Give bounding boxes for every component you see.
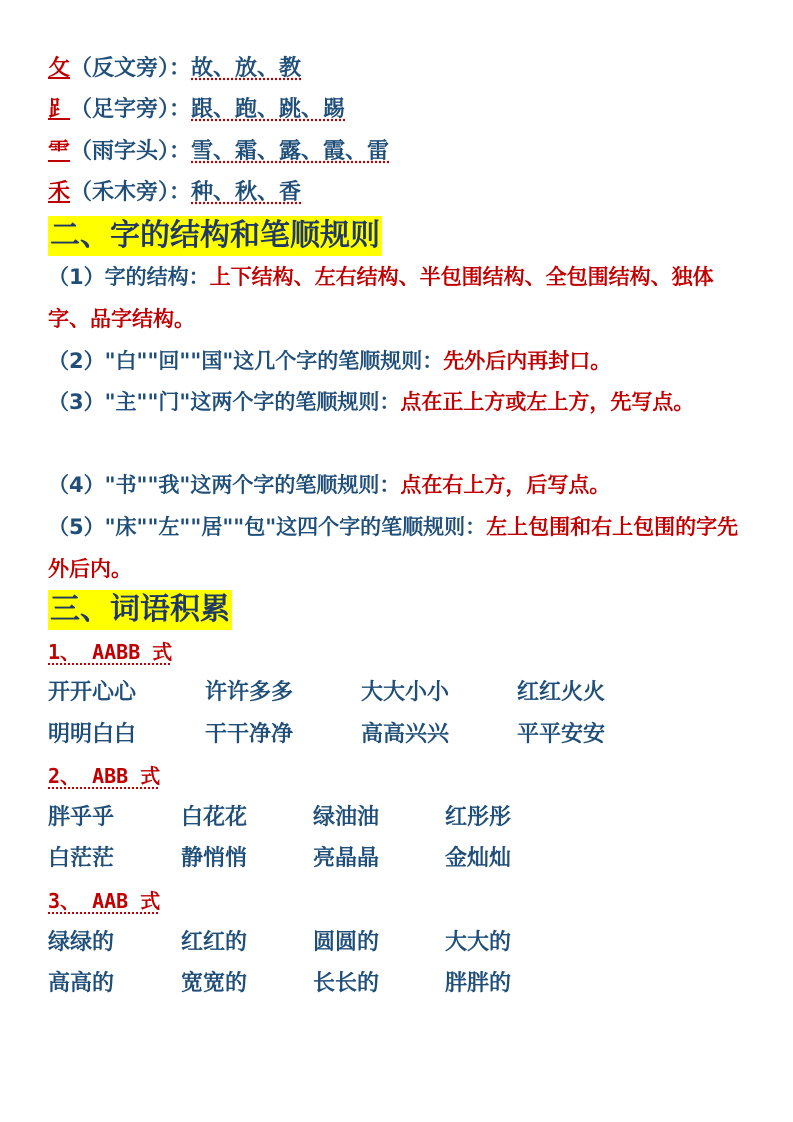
word-item: 绿油油 <box>313 805 380 830</box>
word-item: 长长的 <box>313 971 380 996</box>
word-item: 红红的 <box>181 930 248 955</box>
radical-name: （足字旁）： <box>70 97 192 122</box>
radical-examples: 跟、跑、跳、踢 <box>191 97 346 122</box>
rule-item <box>48 381 753 423</box>
radical-line <box>48 135 389 169</box>
word-item: 白茫茫 <box>48 846 115 871</box>
radical-examples: 种、秋、香 <box>191 180 302 205</box>
word-item: 红红火火 <box>517 680 606 705</box>
rule-answer: 上下结构、左右结构、半包围结构、全包围结构、独体字、品字结构。 <box>48 265 714 331</box>
word-item: 宽宽的 <box>181 971 248 996</box>
rule-answer: 先外后内再封口。 <box>443 349 612 373</box>
group-title-abb: 2、 ABB 式 <box>48 764 161 788</box>
rule-item <box>48 464 753 506</box>
rule-answer: 左上包围和右上包围的字先外后内。 <box>48 515 739 581</box>
group-title-aabb: 1、 AABB 式 <box>48 640 173 664</box>
word-item: 明明白白 <box>48 722 137 747</box>
radical-char: ⻗ <box>48 139 71 164</box>
word-item: 绿绿的 <box>48 930 115 955</box>
word-item: 静悄悄 <box>181 846 248 871</box>
word-item: 开开心心 <box>48 680 137 705</box>
radical-char: 攵 <box>48 56 71 81</box>
word-item: 许许多多 <box>205 680 294 705</box>
radical-char: 禾 <box>48 180 71 205</box>
radical-line <box>48 176 301 210</box>
radical-line <box>48 93 345 127</box>
word-item: 圆圆的 <box>313 930 380 955</box>
word-item: 高高的 <box>48 971 115 996</box>
word-item: 大大小小 <box>361 680 450 705</box>
word-item: 红彤彤 <box>445 805 512 830</box>
rule-prefix: （4）"书""我"这两个字的笔顺规则： <box>48 473 401 497</box>
word-item: 平平安安 <box>517 722 606 747</box>
radical-name: （雨字头）： <box>70 139 192 164</box>
word-item: 大大的 <box>445 930 512 955</box>
rule-prefix: （5）"床""左""居""包"这四个字的笔顺规则： <box>48 515 487 539</box>
rule-prefix: （1）字的结构： <box>48 265 210 289</box>
section-heading-structure: 二、字的结构和笔顺规则 <box>48 216 382 256</box>
rule-prefix: （2）"白""回""国"这几个字的笔顺规则： <box>48 349 444 373</box>
group-title-aab: 3、 AAB 式 <box>48 889 161 913</box>
section-heading-vocabulary: 三、词语积累 <box>48 590 232 630</box>
word-item: 高高兴兴 <box>361 722 450 747</box>
radical-name: （禾木旁）： <box>70 180 192 205</box>
rule-answer: 点在右上方，后写点。 <box>400 473 611 497</box>
rule-item <box>48 506 753 590</box>
radical-examples: 雪、霜、露、霞、雷 <box>191 139 390 164</box>
radical-name: （反文旁）： <box>70 56 192 81</box>
word-item: 胖乎乎 <box>48 805 115 830</box>
rule-item <box>48 340 753 382</box>
word-item: 亮晶晶 <box>313 846 380 871</box>
word-item: 白花花 <box>181 805 248 830</box>
word-item: 金灿灿 <box>445 846 512 871</box>
word-item: 胖胖的 <box>445 971 512 996</box>
word-item: 干干净净 <box>205 722 294 747</box>
radical-examples: 故、放、教 <box>191 56 302 81</box>
radical-line <box>48 52 301 86</box>
rule-item <box>48 256 753 340</box>
radical-char: ⻊ <box>48 97 71 122</box>
rule-prefix: （3）"主""门"这两个字的笔顺规则： <box>48 390 401 414</box>
rule-answer: 点在正上方或左上方，先写点。 <box>400 390 695 414</box>
